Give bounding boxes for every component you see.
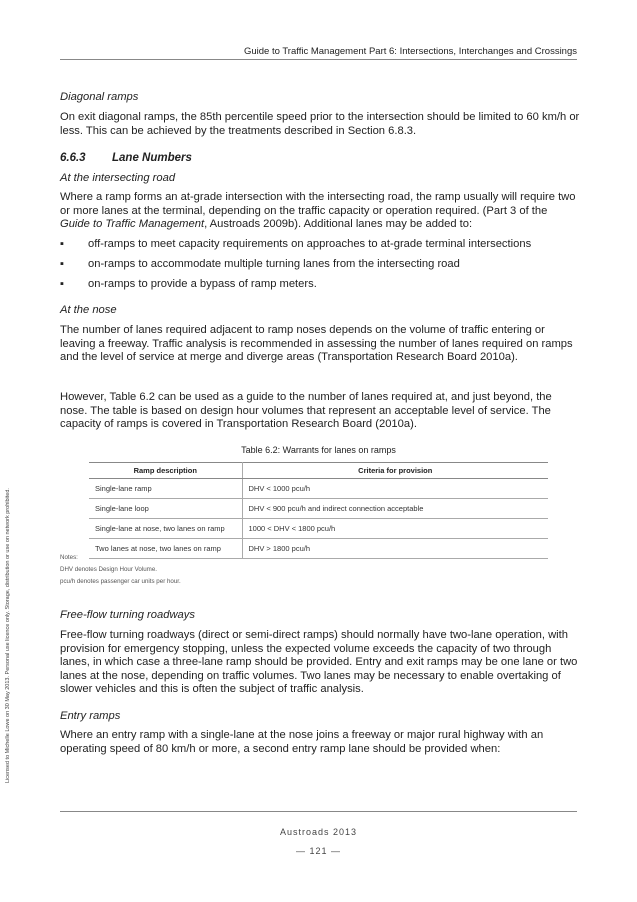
page-number: — 121 — — [295, 846, 342, 856]
bullet-text: off-ramps to meet capacity requirements on approaches to at-grade terminal intersections — [88, 238, 532, 250]
column-header: Criteria for provision — [242, 463, 548, 479]
table-note: pcu/h denotes passenger car units per hour. — [60, 578, 181, 585]
paragraph-at-nose-1: The number of lanes required adjacent to ramp noses depends on the volume of traffic entering or leaving a freeway. Traffic analysis is recommended in assessing the number of lanes required on ramps and the level of service at merge and diverge areas (Transportation Research Board 2010a). — [60, 324, 573, 364]
table-cell: DHV < 900 pcu/h and indirect connection acceptable — [242, 499, 548, 519]
table-note: DHV denotes Design Hour Volume. — [60, 566, 157, 573]
table-caption: Table 6.2: Warrants for lanes on ramps — [241, 445, 396, 455]
bullet-icon: ▪ — [60, 258, 64, 270]
footer-rule — [60, 811, 577, 812]
paragraph-intersecting-road — [60, 191, 580, 232]
heading-at-nose: At the nose — [60, 304, 117, 316]
para-guide-title: Guide to Traffic Management — [60, 218, 205, 231]
table-cell: Single-lane ramp — [89, 479, 242, 499]
para-text-b: , Austroads 2009b). Additional lanes may be added to: — [204, 218, 473, 231]
heading-intersecting-road: At the intersecting road — [60, 172, 176, 184]
footer-publisher: Austroads 2013 — [279, 827, 358, 837]
table-row — [89, 539, 548, 559]
paragraph-at-nose-2: However, Table 6.2 can be used as a guide to the number of lanes required at, and just beyond, the nose. The table is based on design hour volumes that represent an acceptable level of service. The capacity of ramps is covered in Transportation Research Board (2010a). — [60, 391, 552, 431]
column-header: Ramp description — [89, 463, 242, 479]
paragraph-entry-ramps: Where an entry ramp with a single-lane at the nose joins a freeway or major rural highway with an operating speed of 80 km/h or more, a second entry ramp lane should be provided when: — [60, 729, 544, 755]
header-rule — [60, 59, 577, 60]
bullet-text: on-ramps to accommodate multiple turning lanes from the intersecting road — [88, 258, 460, 270]
section-title: Lane Numbers — [112, 152, 192, 164]
table-cell: Single-lane at nose, two lanes on ramp — [89, 519, 242, 539]
bullet-icon: ▪ — [60, 238, 64, 250]
section-number: 6.6.3 — [60, 152, 86, 164]
heading-entry-ramps: Entry ramps — [60, 710, 121, 722]
bullet-icon: ▪ — [60, 278, 64, 290]
heading-diagonal-ramps: Diagonal ramps — [60, 91, 139, 103]
para-text-a: Where a ramp forms an at-grade intersection with the intersecting road, the ramp usually will require two or more lanes at the terminal, depending on the traffic capacity or operation required. (Part 3 of the — [60, 191, 576, 217]
running-header: Guide to Traffic Management Part 6: Intersections, Interchanges and Crossings — [243, 46, 577, 57]
licence-side-note: Licensed to Michelle Lowe on 30 May 2013. Personal use licence only. Storage, distribution or use on network prohibited. — [5, 488, 11, 783]
lanes-warrant-table — [89, 462, 548, 559]
table-row — [89, 499, 548, 519]
table-cell: Single-lane loop — [89, 499, 242, 519]
paragraph-free-flow: Free-flow turning roadways (direct or semi-direct ramps) should normally have two-lane operation, with provision for emergency stopping, unless the expected volume exceeds the capacity of two through lanes, in which case a three-lane ramp should be provided. Entry and exit ramps may be one lane or two lanes at the nose, depending on traffic volumes. Two lanes may be necessary to enable overtaking of slower vehicles and this is often the subject of traffic analysis. — [60, 629, 578, 696]
table-notes-label: Notes: — [60, 554, 78, 561]
table-row — [89, 479, 548, 499]
table-row — [89, 519, 548, 539]
bullet-text: on-ramps to provide a bypass of ramp meters. — [88, 278, 317, 290]
section-heading-lane-numbers — [60, 152, 192, 164]
table-header-row — [89, 463, 548, 479]
table-cell: DHV > 1800 pcu/h — [242, 539, 548, 559]
paragraph-diagonal-ramps: On exit diagonal ramps, the 85th percentile speed prior to the intersection should be limited to 60 km/h or less. This can be achieved by the treatments described in Section 6.8.3. — [60, 111, 580, 137]
table-cell: DHV < 1000 pcu/h — [242, 479, 548, 499]
table-cell: Two lanes at nose, two lanes on ramp — [89, 539, 242, 559]
heading-free-flow: Free-flow turning roadways — [60, 609, 195, 621]
table-cell: 1000 < DHV < 1800 pcu/h — [242, 519, 548, 539]
